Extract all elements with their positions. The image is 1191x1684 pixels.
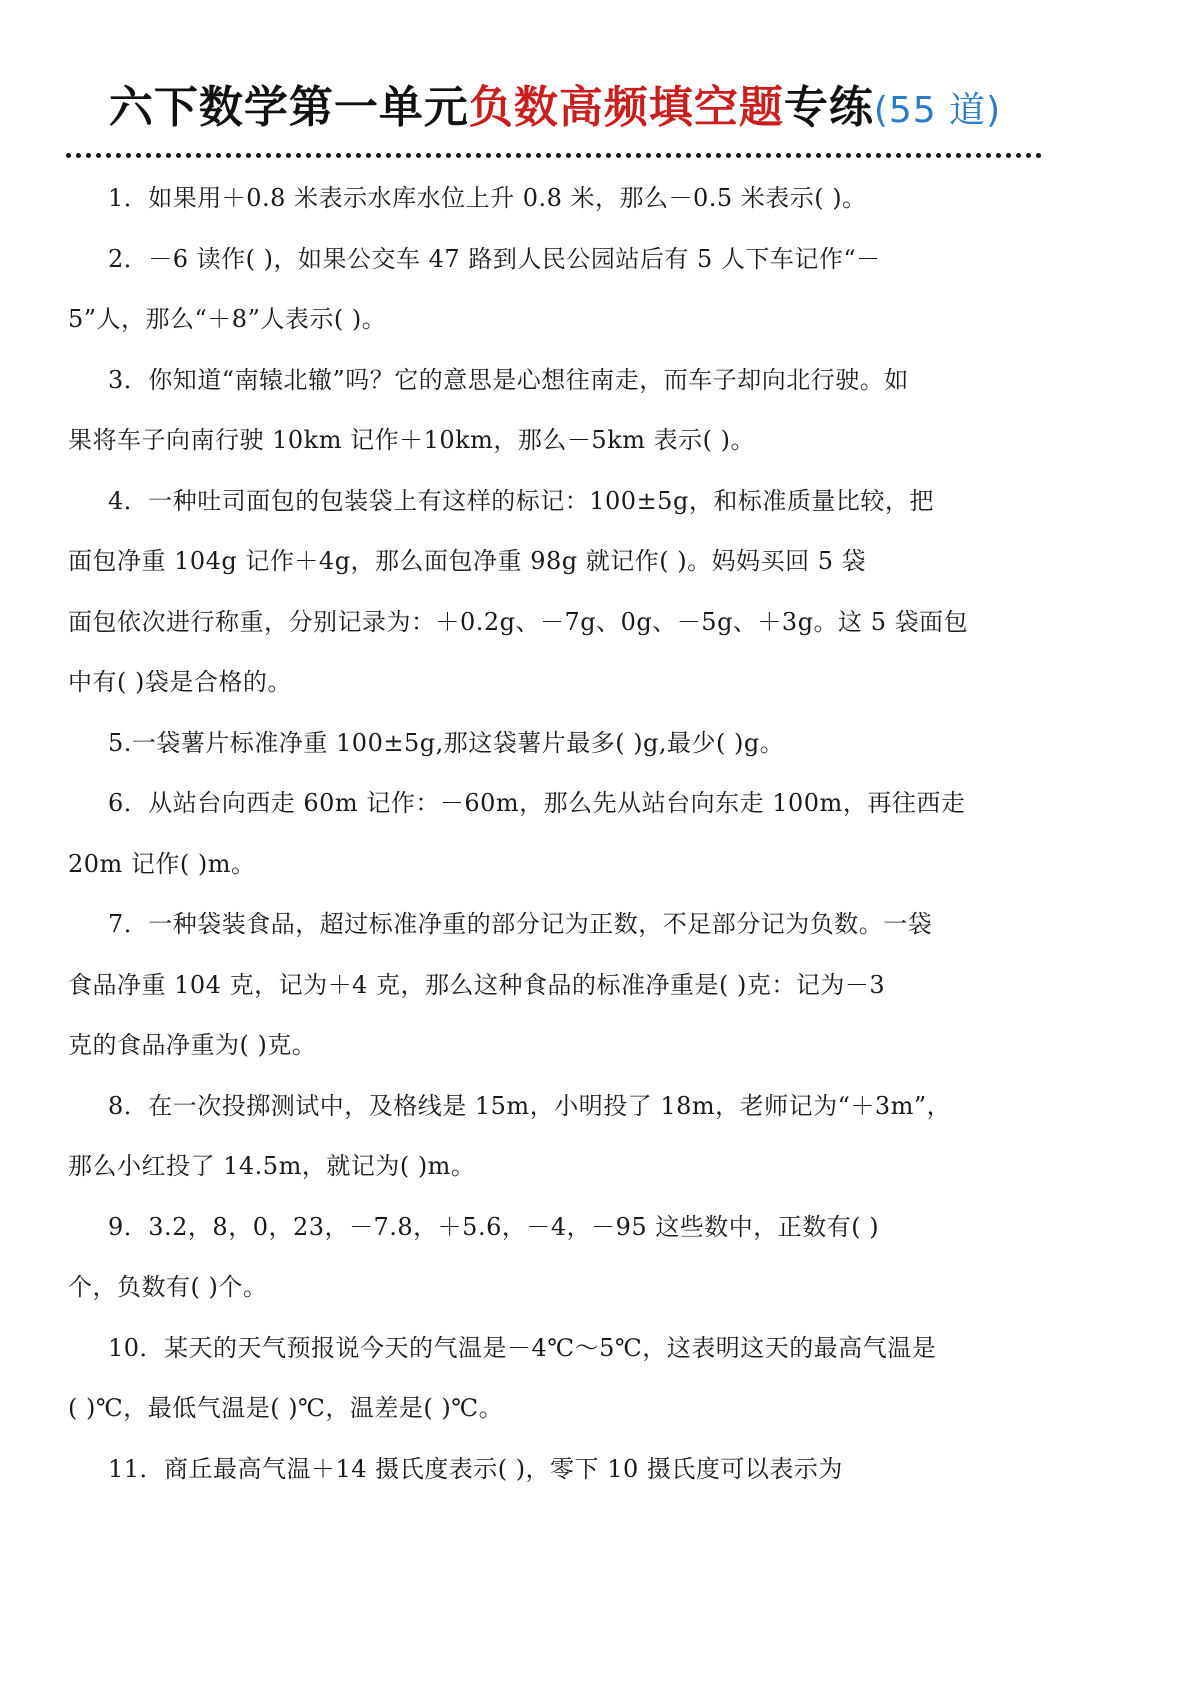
question-6-line-2: 20m 记作( )m。 [68,849,256,878]
question-11-line-1: 11．商丘最高气温＋14 摄氏度表示( )，零下 10 摄氏度可以表示为 [108,1454,843,1483]
question-10-line-1: 10．某天的天气预报说今天的气温是－4℃～5℃，这表明这天的最高气温是 [108,1333,937,1362]
question-2-line-2: 5”人，那么“＋8”人表示( )。 [68,305,387,333]
title-topic: 负数高频填空题 [468,82,784,133]
question-3-line-1: 3．你知道“南辕北辙”吗？它的意思是心想往南走，而车子却向北行驶。如 [108,365,909,394]
question-6-line-1: 6．从站台向西走 60m 记作：－60m，那么先从站台向东走 100m，再往西走 [108,789,966,817]
question-3-line-2: 果将车子向南行驶 10km 记作＋10km，那么－5km 表示( )。 [68,426,755,454]
page-title [0,78,1110,141]
title-question-count: (55 道) [873,90,1002,131]
question-9-line-2: 个，负数有( )个。 [68,1273,268,1301]
question-7-line-1: 7．一种袋装食品，超过标准净重的部分记为正数，不足部分记为负数。一袋 [108,910,933,938]
question-9-line-1: 9．3.2，8，0，23，－7.8，＋5.6，－4，－95 这些数中，正数有( ) [108,1212,880,1241]
question-7-line-3: 克的食品净重为( )克。 [68,1031,317,1059]
question-8-line-2: 那么小红投了 14.5m，就记为( )m。 [68,1152,476,1180]
question-4-line-3: 面包依次进行称重，分别记录为：＋0.2g、－7g、0g、－5g、＋3g。这 5 袋面包 [68,607,969,636]
dotted-divider [66,153,1042,158]
question-1-line-1: 1．如果用＋0.8 米表示水库水位上升 0.8 米，那么－0.5 米表示( )。 [108,184,867,212]
question-10-line-2: ( )℃，最低气温是( )℃，温差是( )℃。 [68,1394,504,1422]
question-4-line-1: 4．一种吐司面包的包装袋上有这样的标记：100±5g，和标准质量比较，把 [108,486,934,515]
question-8-line-1: 8．在一次投掷测试中，及格线是 15m，小明投了 18m，老师记为“＋3m”， [108,1091,952,1120]
title-grade-unit: 六下数学第一单元 [108,82,469,133]
question-5-line-1: 5.一袋薯片标准净重 100±5g,那这袋薯片最多( )g,最少( )g。 [108,728,785,757]
question-list [68,168,1042,1499]
question-7-line-2: 食品净重 104 克，记为＋4 克，那么这种食品的标准净重是( )克：记为－3 [68,970,886,999]
question-2-line-1: 2．－6 读作( )，如果公交车 47 路到人民公园站后有 5 人下车记作“－ [108,244,881,273]
question-4-line-4: 中有( )袋是合格的。 [68,668,292,696]
title-practice: 专练 [783,82,874,133]
question-4-line-2: 面包净重 104g 记作＋4g，那么面包净重 98g 就记作( )。妈妈买回 5 袋 [68,547,867,575]
